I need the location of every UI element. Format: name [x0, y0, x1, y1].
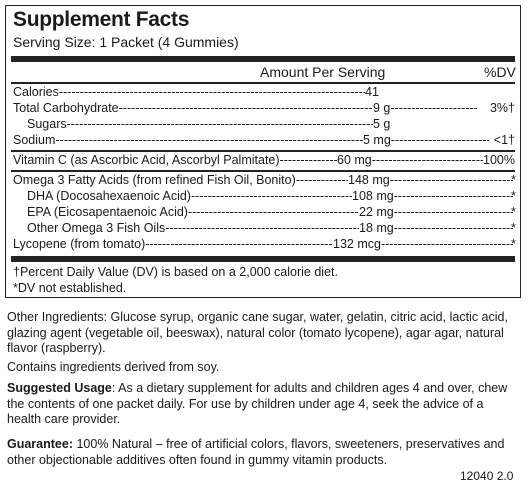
soy-statement: Contains ingredients derived from soy.: [7, 360, 220, 374]
row-amount: 60 mg: [337, 153, 372, 167]
footnote-dv-basis: †Percent Daily Value (DV) is based on a 2,000 calorie diet.: [13, 265, 338, 279]
row-dv: 3%†: [489, 101, 515, 115]
row-omega-3: [13, 172, 517, 188]
other-ingredients-text: Other Ingredients: Glucose syrup, organic cane sugar, water, gelatin, citric acid, lactic acid, glazing agent (vegetable oil, beeswax), natural color (tomato lycopene), agar agar, natural flavor (raspberry).: [7, 310, 508, 355]
row-total-carbohydrate: [13, 100, 517, 116]
row-name: EPA (Eicosapentaenoic Acid): [27, 205, 188, 219]
row-amount: 41: [365, 85, 379, 99]
row-name: DHA (Docosahexaenoic Acid): [27, 189, 191, 203]
row-amount: 148 mg: [348, 173, 390, 187]
guarantee-label: Guarantee:: [7, 437, 73, 451]
panel-title: Supplement Facts: [13, 8, 190, 31]
row-sugars: [13, 116, 517, 132]
guarantee-text: 100% Natural – free of artificial colors, flavors, sweeteners, preservatives and other objectionable additives often found in gummy vitamin products.: [7, 437, 505, 467]
other-ingredients: [7, 310, 519, 357]
row-name: Sugars: [27, 117, 67, 131]
row-calories: [13, 84, 517, 100]
row-dv: 100%: [483, 153, 515, 167]
row-dv: <1†: [493, 133, 515, 147]
suggested-usage: [7, 381, 519, 428]
row-epa: [13, 204, 517, 220]
row-amount: 9 g: [373, 101, 391, 115]
row-dv: *: [511, 221, 516, 235]
row-amount: 108 mg: [352, 189, 394, 203]
header-amount: Amount Per Serving: [260, 64, 386, 80]
row-amount: 18 mg: [359, 221, 394, 235]
suggested-usage-text: : As a dietary supplement for adults and children ages 4 and over, chew the contents of one packet daily. For use by children under age 4, seek the advice of a health care provider.: [7, 381, 508, 426]
row-name: Other Omega 3 Fish Oils: [27, 221, 166, 235]
supplement-facts-panel: [5, 5, 521, 298]
bottom-thick-rule: [11, 256, 515, 262]
row-amount: 5 mg: [363, 133, 391, 147]
row-dv: *: [511, 189, 516, 203]
row-name: Sodium: [13, 133, 56, 147]
suggested-usage-label: Suggested Usage: [7, 381, 112, 395]
row-amount: 22 mg: [359, 205, 394, 219]
row-amount: 5 g: [373, 117, 391, 131]
row-name: Vitamin C (as Ascorbic Acid, Ascorbyl Palmitate): [13, 153, 280, 167]
row-lycopene: [13, 236, 517, 252]
row-vitamin-c: [13, 152, 517, 168]
row-name: Lycopene (from tomato): [13, 237, 146, 251]
row-amount: 132 mcg: [333, 237, 381, 251]
thick-rule: [11, 56, 515, 62]
row-dv: *: [511, 237, 516, 251]
row-sodium: [13, 132, 517, 148]
row-name: Calories: [13, 85, 59, 99]
footnote-dv-not-established: *DV not established.: [13, 281, 127, 295]
product-code: 12040 2.0: [460, 469, 514, 483]
header-dv: %DV: [484, 64, 516, 80]
row-name: Omega 3 Fatty Acids (from refined Fish Oil, Bonito): [13, 173, 296, 187]
row-dha: [13, 188, 517, 204]
guarantee: [7, 437, 519, 468]
row-dv: *: [511, 205, 516, 219]
row-dv: *: [511, 173, 516, 187]
row-name: Total Carbohydrate: [13, 101, 119, 115]
serving-size: Serving Size: 1 Packet (4 Gummies): [13, 34, 239, 50]
row-other-omega-3: [13, 220, 517, 236]
